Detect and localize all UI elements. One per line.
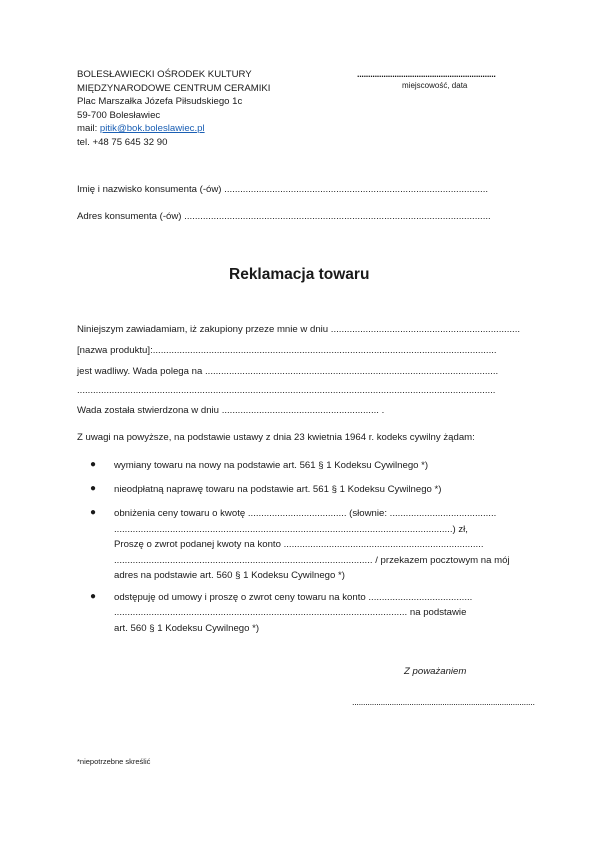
footnote: *niepotrzebne skreślić [77,757,151,766]
sender-street-line: Plac Marszałka Józefa Piłsudskiego 1c [77,96,243,108]
option-replacement[interactable]: wymiany towaru na nowy na podstawie art. 561 § 1 Kodeksu Cywilnego *) [114,460,429,471]
mail-link[interactable]: pitik@bok.boleslawiec.pl [99,123,205,135]
page-title: Reklamacja towaru [229,266,370,283]
consumer-name-field[interactable]: Imię i nazwisko konsumenta (-ów) ................................................................................................... [77,184,489,195]
option-price-reduction[interactable]: obniżenia ceny towaru o kwotę ..................................... (słownie: ........................................ [114,508,497,519]
defect-description-field[interactable]: jest wadliwy. Wada polega na .............................................................................................................. [77,366,499,377]
place-date-field[interactable]: ............................................................... [357,69,496,79]
sender-name-line: BOLESŁAWIECKI OŚRODEK KULTURY [77,69,252,80]
consumer-address-field[interactable]: Adres konsumenta (-ów) ................................................................................................................... [77,211,491,222]
price-reduction-words-field[interactable]: ...............................................................................................................................) zł, [114,524,468,535]
product-name-field[interactable]: [nazwa produktu]:................................................................................................................................. [77,345,497,356]
price-reduction-legal-basis: adres na podstawie art. 560 § 1 Kodeksu Cywilnego *) [114,570,345,581]
legal-basis-text: Z uwagi na powyższe, na podstawie ustawy z dnia 23 kwietnia 1964 r. kodeks cywilny żądam: [77,432,475,443]
sender-address-block [77,68,270,150]
defect-description-continued-field[interactable]: ............................................................................................................................................................. [77,385,496,396]
signature-field[interactable]: ................................................................................... [352,697,535,707]
sender-mail-line [77,122,270,136]
refund-account-field[interactable]: Proszę o zwrot podanej kwoty na konto ........................................................................... [114,539,484,550]
bullet-icon: ● [90,483,97,494]
closing-greeting: Z poważaniem [404,666,467,677]
withdrawal-account-field[interactable]: .............................................................................................................. na podstawie [114,607,467,618]
withdrawal-legal-basis: art. 560 § 1 Kodeksu Cywilnego *) [114,623,260,634]
mail-prefix: mail: [77,123,100,135]
bullet-icon: ● [90,591,97,602]
bullet-icon: ● [90,507,97,518]
sender-city-line: 59-700 Bolesławiec [77,109,161,121]
place-date-label: miejscowość, data [402,81,468,90]
refund-account-continued-field[interactable]: ................................................................................................. / przekazem pocztowym na mój [114,555,510,566]
option-withdrawal[interactable]: odstępuję od umowy i proszę o zwrot ceny towaru na konto ....................................... [114,592,473,603]
defect-found-date-field[interactable]: Wada została stwierdzona w dniu ........................................................... . [77,405,385,416]
sender-department-line: MIĘDZYNARODOWE CENTRUM CERAMIKI [77,82,271,94]
purchase-date-field[interactable]: Niniejszym zawiadamiam, iż zakupiony przeze mnie w dniu ....................................................................... [77,324,521,335]
sender-phone-line: tel. +48 75 645 32 90 [77,136,168,148]
option-repair[interactable]: nieodpłatną naprawę towaru na podstawie art. 561 § 1 Kodeksu Cywilnego *) [114,484,442,495]
bullet-icon: ● [90,459,97,470]
